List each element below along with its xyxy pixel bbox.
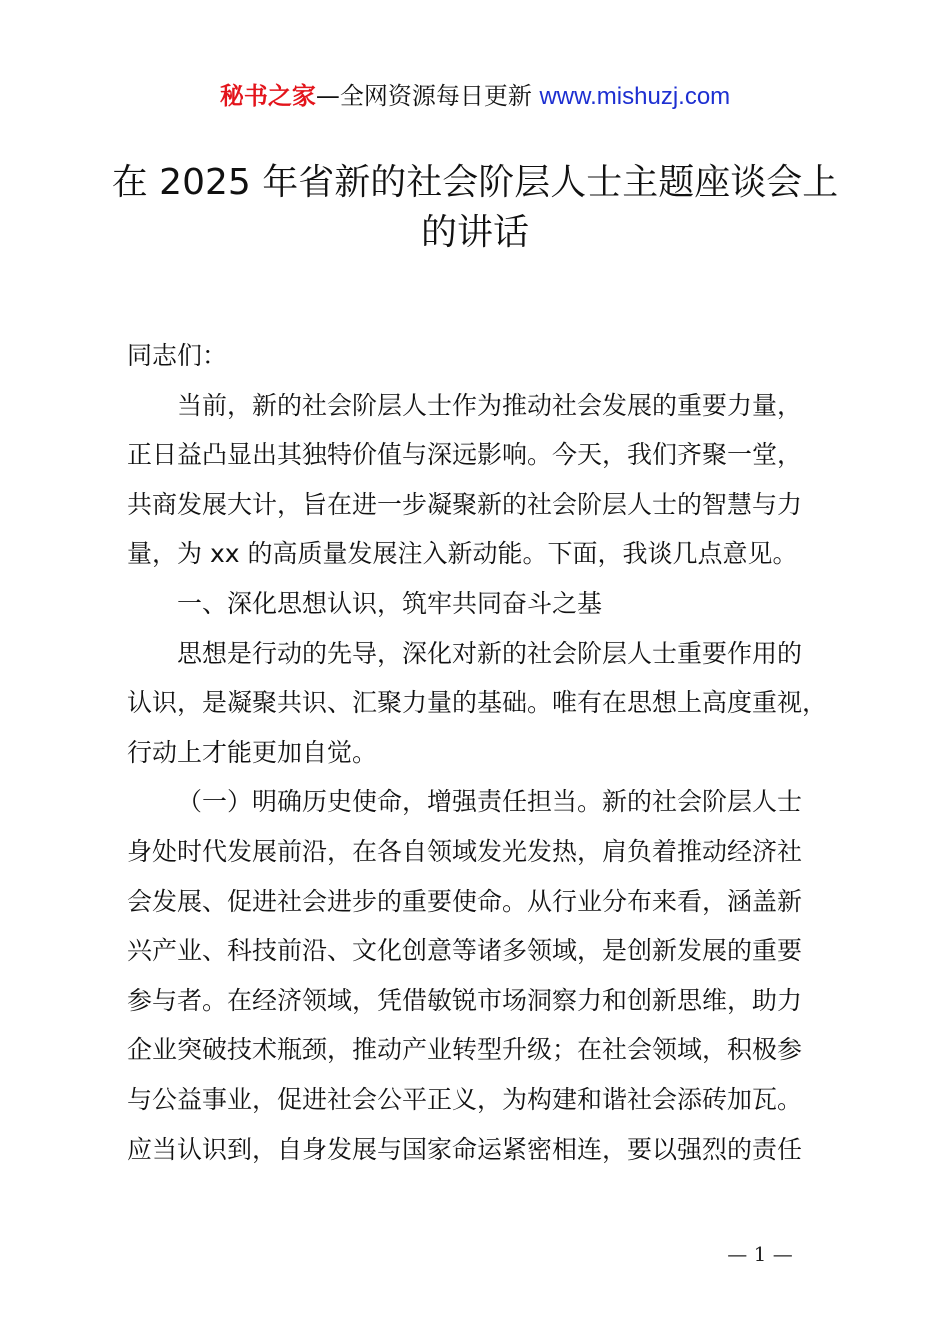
body-line: 应当认识到，自身发展与国家命运紧密相连，要以强烈的责任 (127, 1134, 803, 1164)
document-body (127, 331, 847, 1174)
site-header (0, 78, 950, 115)
title-line-1: 在 2025 年省新的社会阶层人士主题座谈会上 (111, 162, 839, 203)
brand-name: 秘书之家 (219, 82, 316, 110)
body-line: 企业突破技术瓶颈，推动产业转型升级；在社会领域，积极参 (127, 1035, 803, 1065)
body-line: 当前，新的社会阶层人士作为推动社会发展的重要力量， (177, 390, 803, 420)
body-line: 会发展、促进社会进步的重要使命。从行业分布来看，涵盖新 (127, 886, 803, 916)
body-line: 正日益凸显出其独特价值与深远影响。今天，我们齐聚一堂， (127, 440, 803, 470)
body-line: 量，为 xx 的高质量发展注入新动能。下面，我谈几点意见。 (127, 539, 798, 569)
body-line: 行动上才能更加自觉。 (127, 737, 378, 767)
salutation: 同志们： (127, 341, 228, 370)
document-title (100, 158, 850, 258)
section-heading: 一、深化思想认识，筑牢共同奋斗之基 (177, 588, 603, 618)
body-line: 思想是行动的先导，深化对新的社会阶层人士重要作用的 (177, 638, 803, 668)
header-slogan: —全网资源每日更新 (315, 82, 532, 110)
subsection-line: （一）明确历史使命，增强责任担当。新的社会阶层人士 (177, 787, 803, 817)
body-line: 兴产业、科技前沿、文化创意等诸多领域，是创新发展的重要 (127, 936, 803, 966)
body-line: 认识，是凝聚共识、汇聚力量的基础。唯有在思想上高度重视， (127, 688, 828, 718)
page-number: — 1 — (727, 1242, 793, 1266)
body-line: 共商发展大计，旨在进一步凝聚新的社会阶层人士的智慧与力 (127, 489, 803, 519)
title-line-2: 的讲话 (420, 212, 529, 253)
body-line: 参与者。在经济领域，凭借敏锐市场洞察力和创新思维，助力 (127, 985, 803, 1015)
site-url[interactable]: www.mishuzj.com (539, 83, 731, 110)
body-line: 与公益事业，促进社会公平正义，为构建和谐社会添砖加瓦。 (127, 1084, 803, 1114)
body-line: 身处时代发展前沿，在各自领域发光发热，肩负着推动经济社 (127, 836, 803, 866)
